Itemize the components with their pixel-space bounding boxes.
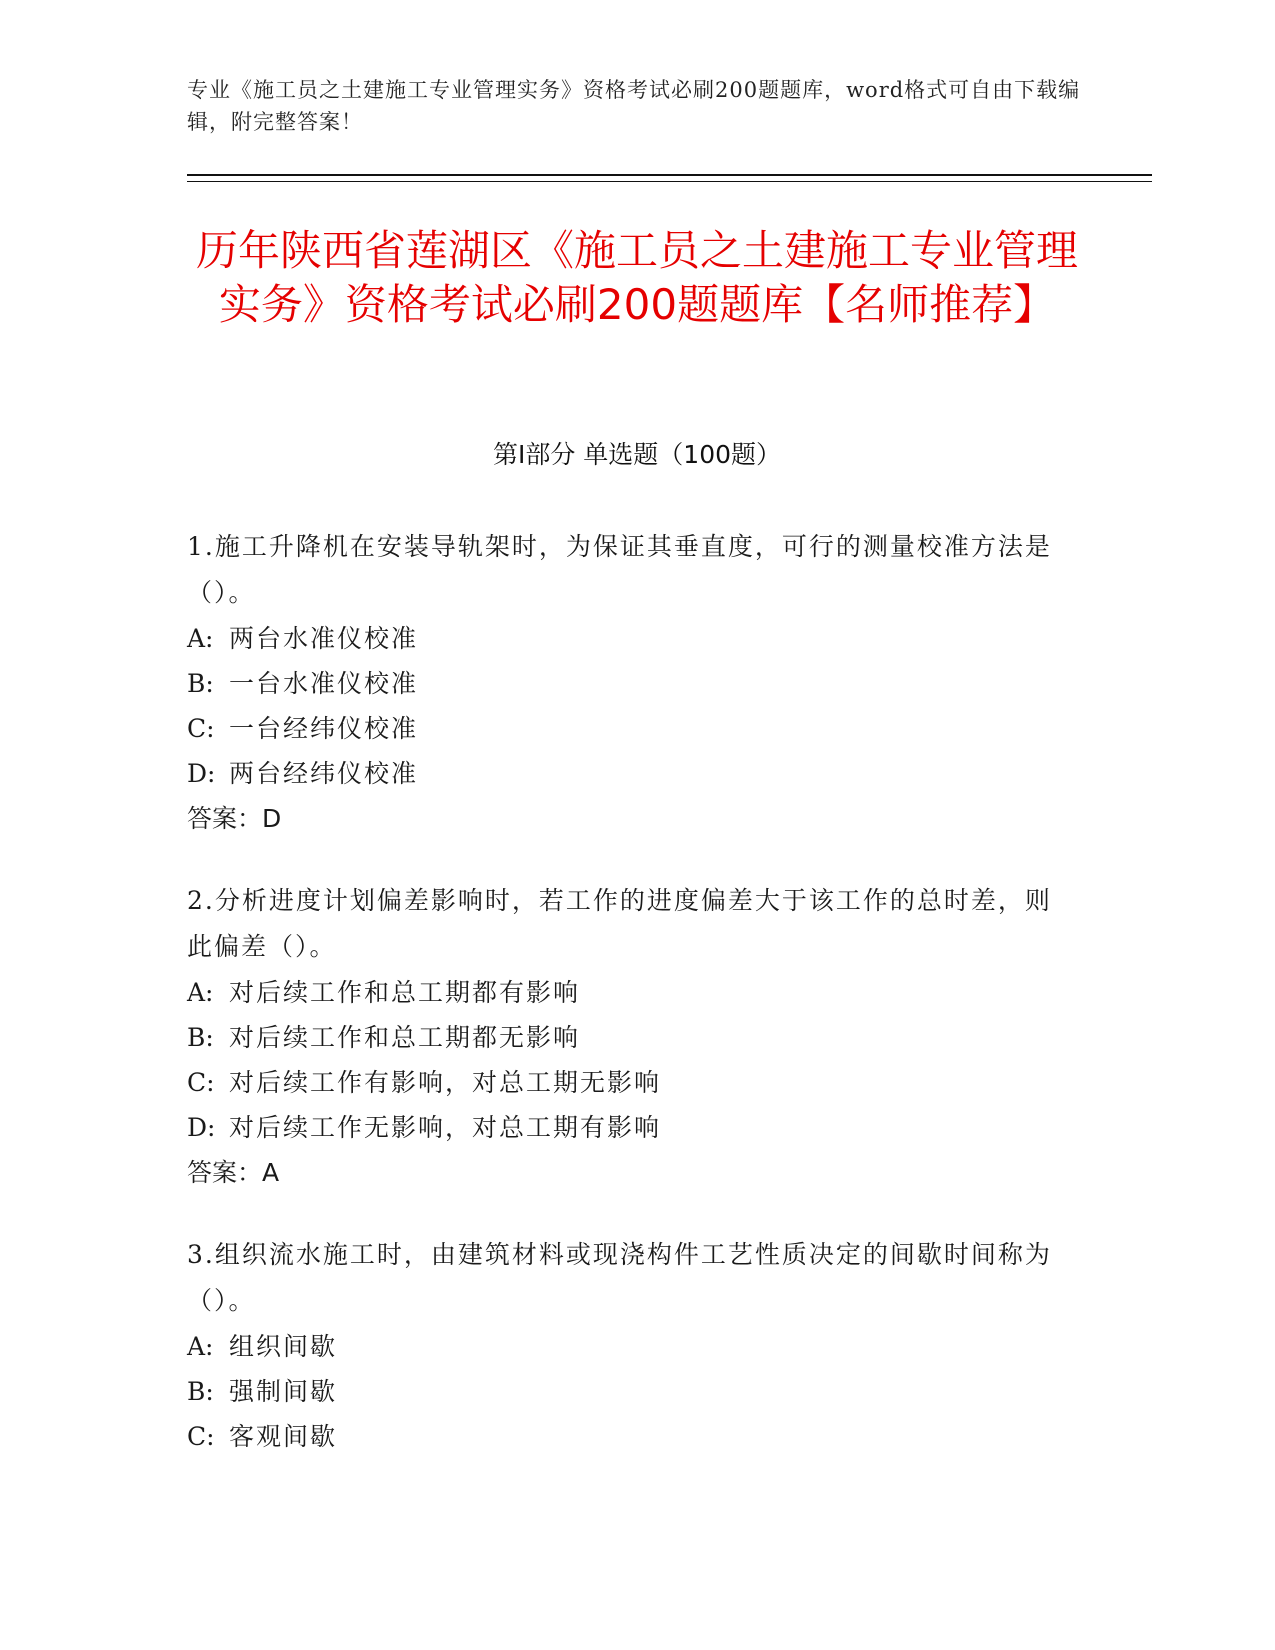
answer-option bbox=[187, 970, 1067, 1015]
option-text: 对后续工作无影响，对总工期有影响 bbox=[229, 1113, 662, 1142]
option-letter: A: bbox=[187, 1332, 214, 1361]
answer-option bbox=[187, 1414, 1067, 1459]
question-list bbox=[187, 524, 1067, 1496]
option-letter: A: bbox=[187, 978, 214, 1007]
option-letter: B: bbox=[187, 669, 214, 698]
option-text: 客观间歇 bbox=[229, 1422, 338, 1451]
question-item bbox=[187, 1232, 1067, 1459]
option-text: 对后续工作和总工期都有影响 bbox=[229, 978, 581, 1007]
question-stem: 2.分析进度计划偏差影响时，若工作的进度偏差大于该工作的总时差，则此偏差（）。 bbox=[187, 886, 1052, 961]
option-text: 组织间歇 bbox=[229, 1332, 338, 1361]
option-text: 对后续工作和总工期都无影响 bbox=[229, 1023, 581, 1052]
option-text: 强制间歇 bbox=[229, 1377, 338, 1406]
answer-option bbox=[187, 1324, 1067, 1369]
option-letter: D: bbox=[187, 759, 216, 788]
option-letter: C: bbox=[187, 1422, 215, 1451]
section-heading: 第Ⅰ部分 单选题（100题） bbox=[492, 440, 782, 469]
option-letter: D: bbox=[187, 1113, 216, 1142]
question-stem: 1.施工升降机在安装导轨架时，为保证其垂直度，可行的测量校准方法是（）。 bbox=[187, 532, 1052, 607]
option-letter: A: bbox=[187, 624, 214, 653]
answer-option bbox=[187, 616, 1067, 661]
option-text: 两台经纬仪校准 bbox=[229, 759, 419, 788]
answer-option bbox=[187, 1015, 1067, 1060]
question-item bbox=[187, 878, 1067, 1195]
answer-key: 答案：A bbox=[187, 1158, 280, 1187]
option-text: 两台水准仪校准 bbox=[229, 624, 419, 653]
option-letter: B: bbox=[187, 1377, 214, 1406]
answer-option bbox=[187, 751, 1067, 796]
answer-option bbox=[187, 706, 1067, 751]
option-letter: B: bbox=[187, 1023, 214, 1052]
question-item bbox=[187, 524, 1067, 841]
option-letter: C: bbox=[187, 1068, 215, 1097]
document-title: 历年陕西省莲湖区《施工员之土建施工专业管理实务》资格考试必刷200题题库【名师推荐】 bbox=[195, 226, 1078, 329]
answer-option bbox=[187, 1105, 1067, 1150]
option-text: 对后续工作有影响，对总工期无影响 bbox=[229, 1068, 662, 1097]
answer-key: 答案：D bbox=[187, 804, 282, 833]
question-stem: 3.组织流水施工时，由建筑材料或现浇构件工艺性质决定的间歇时间称为（）。 bbox=[187, 1240, 1052, 1315]
answer-option bbox=[187, 661, 1067, 706]
header-rule-thick bbox=[187, 174, 1152, 176]
option-text: 一台经纬仪校准 bbox=[229, 714, 419, 743]
option-text: 一台水准仪校准 bbox=[229, 669, 419, 698]
header-rule-thin bbox=[187, 181, 1152, 182]
header-note: 专业《施工员之土建施工专业管理实务》资格考试必刷200题题库，word格式可自由下载编辑，附完整答案！ bbox=[187, 78, 1081, 134]
answer-option bbox=[187, 1060, 1067, 1105]
option-letter: C: bbox=[187, 714, 215, 743]
answer-option bbox=[187, 1369, 1067, 1414]
